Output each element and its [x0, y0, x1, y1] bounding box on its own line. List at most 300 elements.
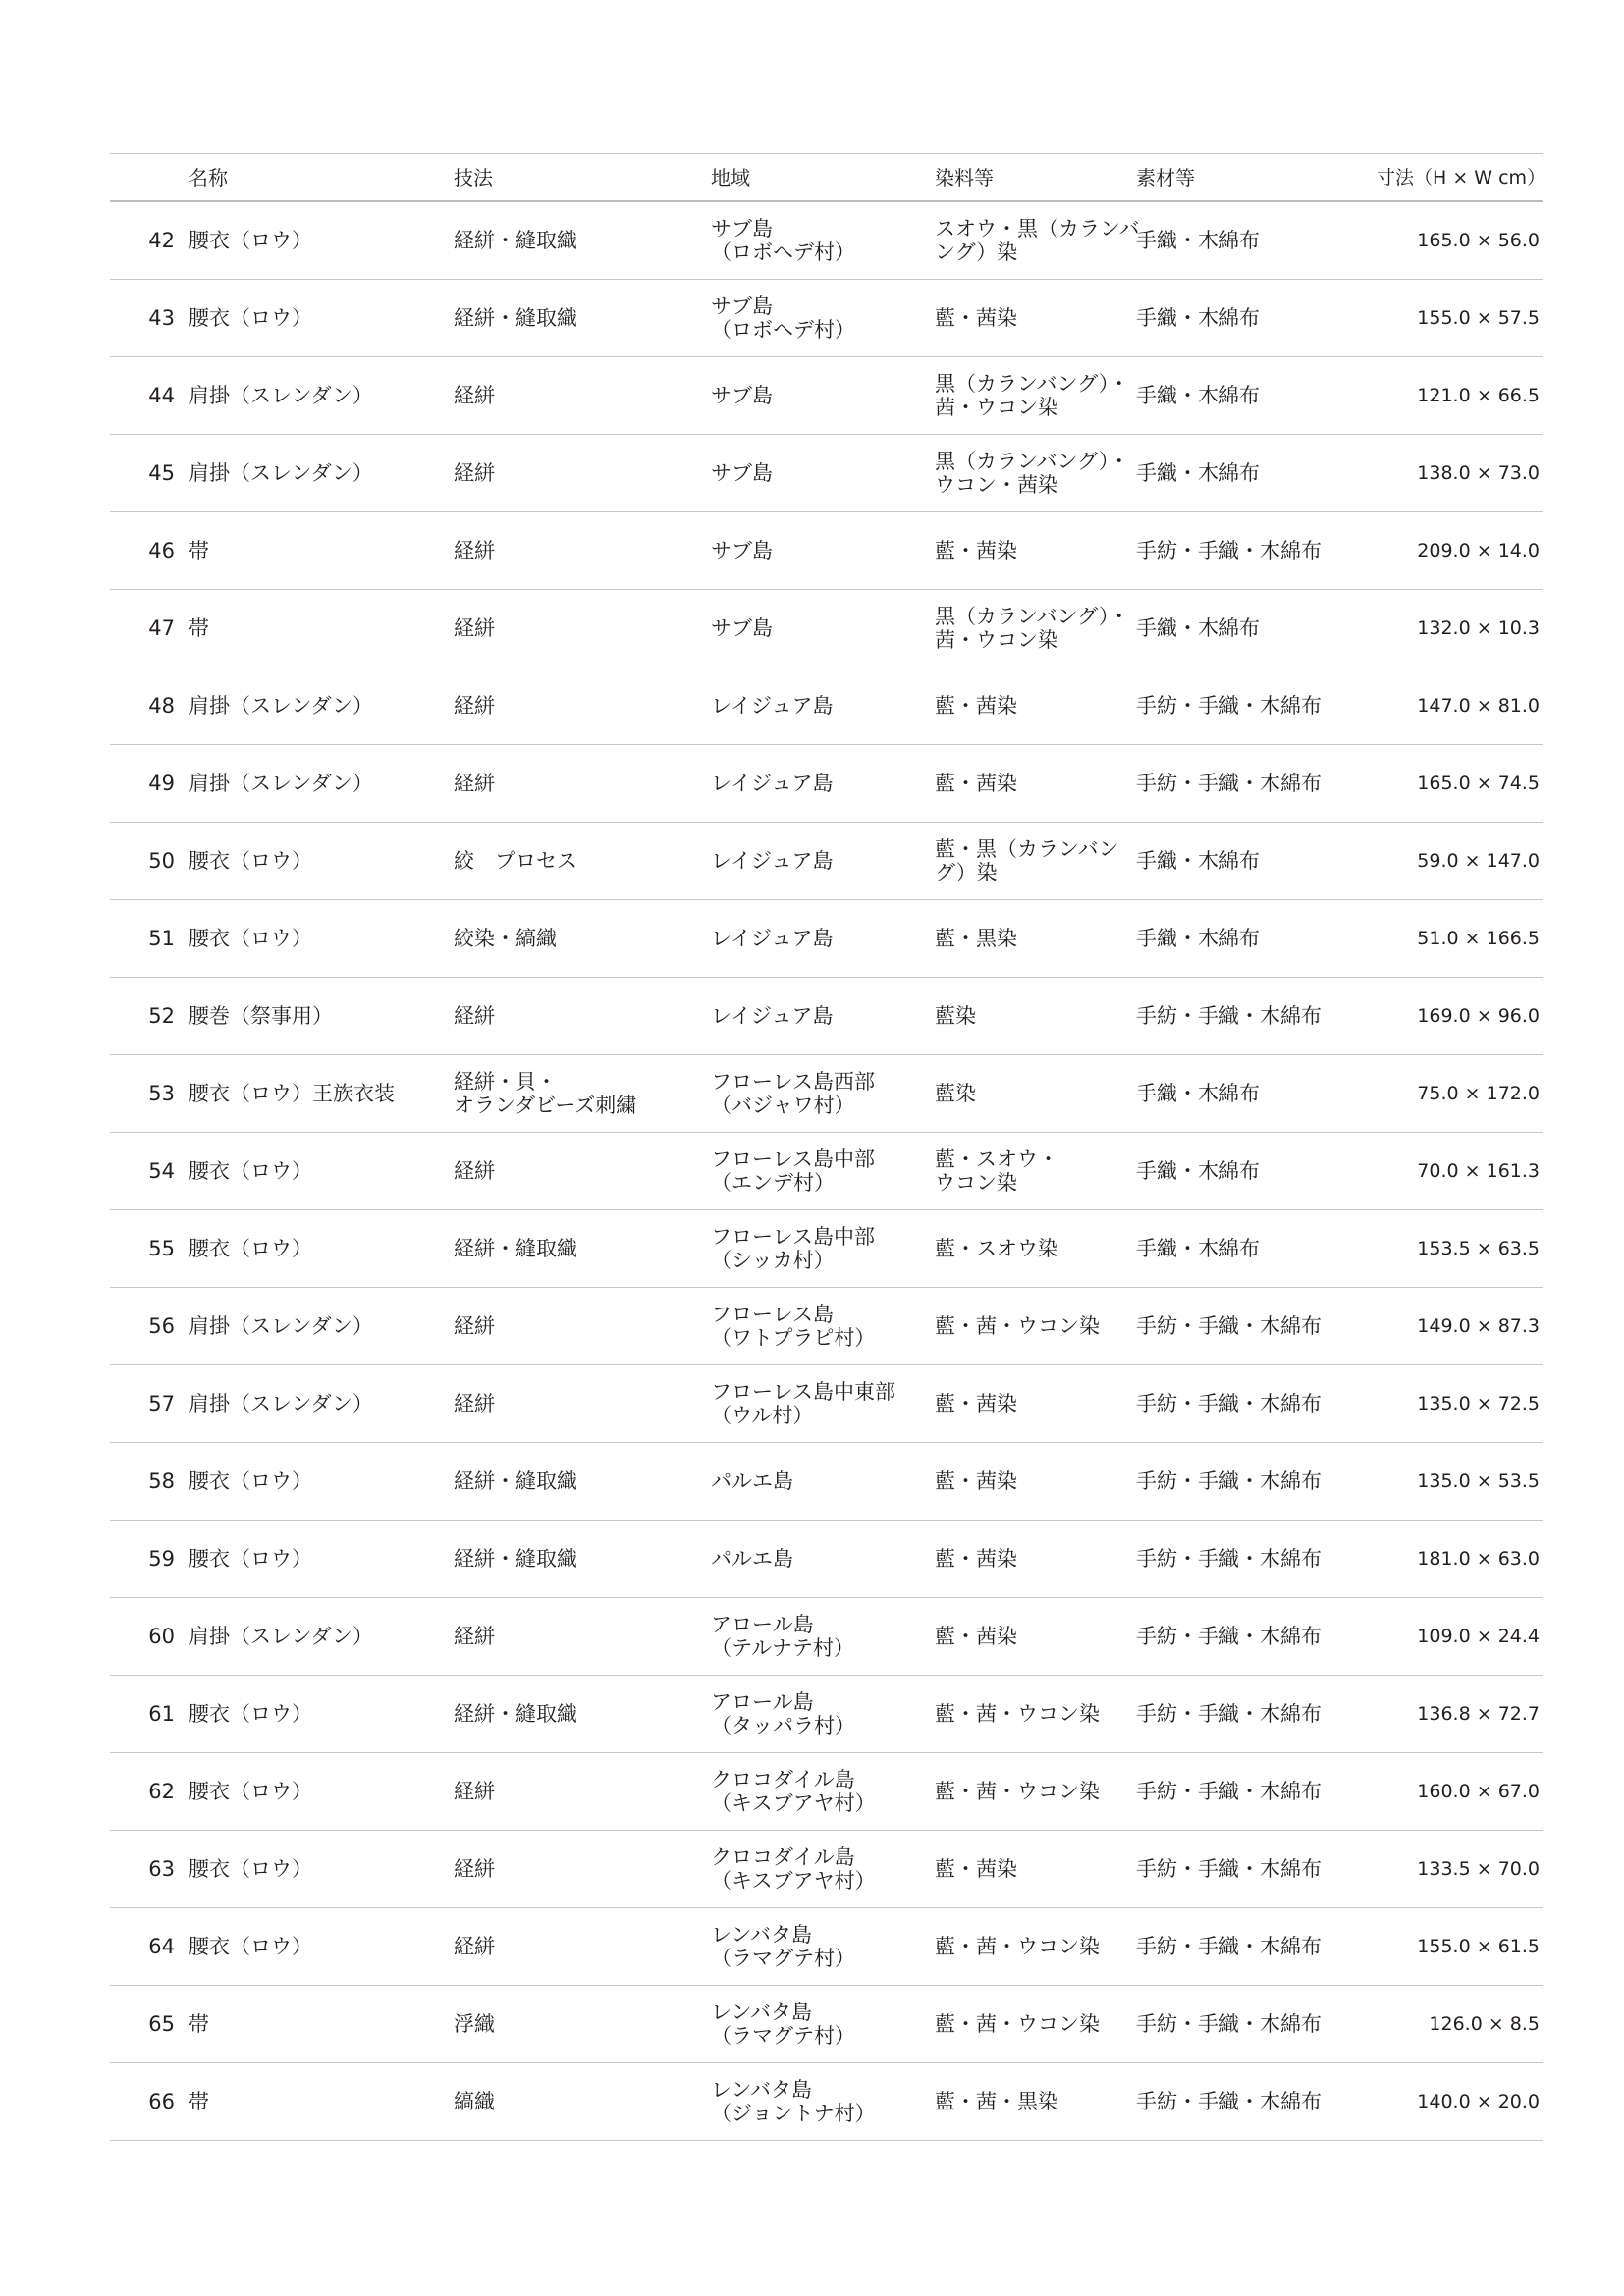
header-name-label: 名称 — [189, 165, 228, 189]
item-region — [711, 1004, 935, 1028]
item-dye-line: 藍・茜・ウコン染 — [935, 1935, 1100, 1958]
item-size: 181.0 × 63.0 — [1417, 1548, 1540, 1570]
item-size: 126.0 × 8.5 — [1429, 2013, 1540, 2035]
item-size: 75.0 × 172.0 — [1417, 1083, 1540, 1104]
item-name-text: 帯 — [189, 2012, 209, 2036]
item-region — [711, 1613, 935, 1660]
item-dye-line: 藍・茜・黒染 — [935, 2090, 1058, 2113]
item-name — [177, 1702, 454, 1726]
table-body — [110, 202, 1543, 2141]
item-region-line: パルエ島 — [711, 1469, 793, 1493]
item-material: 手織・木綿布 — [1136, 1159, 1260, 1183]
item-technique-line: 経絣・縫取織 — [454, 1702, 577, 1726]
item-region-line: パルエ島 — [711, 1547, 793, 1571]
table-row — [110, 978, 1543, 1055]
item-technique-line: 経絣 — [454, 772, 495, 795]
item-dye-line: 藍・茜染 — [935, 1547, 1017, 1571]
item-dye — [935, 1237, 1136, 1260]
item-technique — [454, 927, 711, 950]
item-material: 手紡・手織・木綿布 — [1136, 1392, 1322, 1415]
item-technique — [454, 616, 711, 640]
item-technique — [454, 1004, 711, 1028]
item-region — [711, 1225, 935, 1272]
item-material: 手織・木綿布 — [1136, 1237, 1260, 1260]
item-size: 155.0 × 57.5 — [1417, 307, 1540, 329]
item-number: 56 — [148, 1314, 175, 1338]
item-technique — [454, 539, 711, 562]
item-dye-line: 藍・茜・ウコン染 — [935, 2012, 1100, 2036]
item-dye — [935, 1625, 1136, 1648]
item-region-line: アロール島 — [711, 1613, 814, 1636]
item-technique — [454, 849, 711, 873]
item-dye — [935, 1935, 1136, 1958]
item-name-text: 腰衣（ロウ） — [189, 1159, 312, 1183]
item-technique-line: 経絣・貝・ — [454, 1070, 557, 1094]
item-number: 59 — [148, 1547, 175, 1571]
item-name-text: 腰衣（ロウ） — [189, 306, 312, 330]
item-size: 133.5 × 70.0 — [1417, 1858, 1540, 1880]
item-name-text: 腰衣（ロウ） — [189, 1935, 312, 1958]
item-region-line: （ワトプラピ村） — [711, 1326, 876, 1350]
item-size: 147.0 × 81.0 — [1417, 695, 1540, 717]
item-material: 手織・木綿布 — [1136, 229, 1260, 252]
item-region-line: （キスブアヤ村） — [711, 1791, 876, 1815]
item-technique-line: 経絣 — [454, 384, 495, 407]
item-dye — [935, 1004, 1136, 1028]
item-name — [177, 1237, 454, 1260]
item-number: 52 — [148, 1004, 175, 1028]
item-dye-line: 黒（カランバング）・ — [935, 605, 1130, 628]
item-technique — [454, 229, 711, 252]
item-name — [177, 1469, 454, 1493]
item-name — [177, 694, 454, 718]
item-number: 42 — [148, 229, 175, 252]
item-region-line: （シッカ村） — [711, 1249, 835, 1272]
item-region-line: レイジュア島 — [711, 1004, 834, 1028]
item-dye — [935, 837, 1136, 884]
item-dye — [935, 372, 1136, 419]
header-size: 寸法（H × W cm） — [1377, 166, 1546, 188]
item-region — [711, 1690, 935, 1737]
item-dye — [935, 927, 1136, 950]
table-row — [110, 1210, 1543, 1288]
item-material: 手織・木綿布 — [1136, 849, 1260, 873]
item-size: 132.0 × 10.3 — [1417, 617, 1540, 639]
item-region — [711, 849, 935, 873]
item-technique — [454, 1469, 711, 1493]
item-technique — [454, 1780, 711, 1803]
item-name — [177, 1857, 454, 1881]
table-row — [110, 1986, 1543, 2063]
item-size: 149.0 × 87.3 — [1417, 1315, 1540, 1337]
header-technique: 技法 — [454, 165, 493, 189]
item-technique-line: 経絣・縫取織 — [454, 306, 577, 330]
item-region-line: レイジュア島 — [711, 927, 834, 950]
item-dye — [935, 1547, 1136, 1571]
item-technique-line: 経絣・縫取織 — [454, 1469, 577, 1493]
table-row — [110, 1598, 1543, 1676]
item-dye-line: 藍染 — [935, 1082, 976, 1105]
item-size: 135.0 × 53.5 — [1417, 1470, 1540, 1492]
item-name — [177, 2012, 454, 2036]
item-name-text: 腰衣（ロウ） — [189, 1547, 312, 1571]
item-region — [711, 461, 935, 485]
table-row — [110, 357, 1543, 435]
item-name — [177, 616, 454, 640]
item-size: 70.0 × 161.3 — [1417, 1160, 1540, 1182]
item-region-line: レンバタ島 — [711, 2001, 813, 2024]
item-size: 136.8 × 72.7 — [1417, 1703, 1540, 1725]
item-size: 138.0 × 73.0 — [1417, 462, 1540, 484]
item-technique — [454, 1237, 711, 1260]
table-row — [110, 745, 1543, 823]
item-region-line: フローレス島西部 — [711, 1070, 875, 1094]
item-technique — [454, 1547, 711, 1571]
item-name-text: 帯 — [189, 616, 209, 640]
item-dye-line: 藍・茜・ウコン染 — [935, 1702, 1100, 1726]
item-region-line: クロコダイル島 — [711, 1768, 855, 1791]
item-region — [711, 772, 935, 795]
item-dye-line: 藍・茜・ウコン染 — [935, 1314, 1100, 1338]
item-region — [711, 1148, 935, 1195]
item-name-text: 腰衣（ロウ）王族衣装 — [189, 1082, 395, 1105]
item-material: 手紡・手織・木綿布 — [1136, 1547, 1322, 1571]
item-region-line: フローレス島中東部 — [711, 1380, 895, 1404]
item-region — [711, 1469, 935, 1493]
item-technique-line: 縞織 — [454, 2090, 495, 2113]
item-material: 手織・木綿布 — [1136, 1082, 1260, 1105]
item-material: 手紡・手織・木綿布 — [1136, 772, 1322, 795]
item-dye — [935, 1314, 1136, 1338]
item-region-line: サブ島 — [711, 217, 773, 240]
item-size: 169.0 × 96.0 — [1417, 1005, 1540, 1027]
item-region — [711, 1845, 935, 1893]
item-dye — [935, 539, 1136, 562]
item-number: 50 — [148, 849, 175, 873]
item-dye — [935, 1392, 1136, 1415]
item-region-line: （ロボヘデ村） — [711, 318, 855, 342]
item-size: 51.0 × 166.5 — [1417, 928, 1540, 949]
item-technique-line: 経絣・縫取織 — [454, 229, 577, 252]
item-region — [711, 217, 935, 264]
item-region — [711, 1303, 935, 1350]
item-dye-line: 藍・茜・ウコン染 — [935, 1780, 1100, 1803]
item-name — [177, 1159, 454, 1183]
item-dye — [935, 1780, 1136, 1803]
item-region-line: （ラマグテ村） — [711, 2024, 855, 2048]
table-row — [110, 1676, 1543, 1753]
item-name-text: 肩掛（スレンダン） — [189, 694, 373, 718]
item-region-line: レイジュア島 — [711, 849, 834, 873]
item-technique-line: 浮織 — [454, 2012, 495, 2036]
item-material: 手紡・手織・木綿布 — [1136, 1857, 1322, 1881]
item-name — [177, 1780, 454, 1803]
item-name-text: 肩掛（スレンダン） — [189, 772, 373, 795]
item-dye-line: 藍・スオウ・ — [935, 1148, 1058, 1171]
item-material: 手紡・手織・木綿布 — [1136, 1004, 1322, 1028]
item-name-text: 帯 — [189, 2090, 209, 2113]
item-region-line: （ラマグテ村） — [711, 1947, 855, 1970]
item-technique — [454, 694, 711, 718]
item-name-text: 腰衣（ロウ） — [189, 1857, 312, 1881]
item-name-text: 肩掛（スレンダン） — [189, 1625, 373, 1648]
item-region-line: （テルナテ村） — [711, 1636, 854, 1660]
item-dye — [935, 306, 1136, 330]
item-dye-line: ウコン染 — [935, 1171, 1017, 1195]
item-region-line: （エンデ村） — [711, 1171, 835, 1195]
item-technique — [454, 1935, 711, 1958]
item-technique — [454, 1625, 711, 1648]
header-name — [177, 166, 454, 189]
item-dye — [935, 1082, 1136, 1105]
item-size: 165.0 × 74.5 — [1417, 773, 1540, 794]
item-size: 109.0 × 24.4 — [1417, 1626, 1540, 1647]
item-number: 43 — [148, 306, 175, 330]
table-row — [110, 280, 1543, 357]
item-region-line: サブ島 — [711, 461, 773, 485]
item-region-line: クロコダイル島 — [711, 1845, 855, 1869]
item-technique-line: 絞 プロセス — [454, 849, 577, 873]
item-region-line: （ウル村） — [711, 1404, 814, 1427]
item-number: 53 — [148, 1082, 175, 1105]
item-name-text: 肩掛（スレンダン） — [189, 1392, 373, 1415]
item-name-text: 肩掛（スレンダン） — [189, 461, 373, 485]
item-dye-line: 茜・ウコン染 — [935, 396, 1058, 419]
item-technique-line: 経絣 — [454, 1935, 495, 1958]
item-region-line: サブ島 — [711, 616, 773, 640]
item-number: 57 — [148, 1392, 175, 1415]
item-technique — [454, 384, 711, 407]
item-region-line: レンバタ島 — [711, 2078, 813, 2102]
item-name-text: 腰衣（ロウ） — [189, 1237, 312, 1260]
item-dye — [935, 1148, 1136, 1195]
item-name-text: 肩掛（スレンダン） — [189, 384, 373, 407]
item-region-line: （ロボヘデ村） — [711, 240, 855, 264]
item-technique-line: 経絣 — [454, 1314, 495, 1338]
table-row — [110, 1133, 1543, 1210]
item-number: 44 — [148, 384, 175, 407]
item-number: 45 — [148, 461, 175, 485]
item-dye — [935, 1702, 1136, 1726]
item-number: 58 — [148, 1469, 175, 1493]
item-number: 46 — [148, 539, 175, 562]
item-size: 165.0 × 56.0 — [1417, 230, 1540, 251]
item-material: 手紡・手織・木綿布 — [1136, 1625, 1322, 1648]
item-technique-line: 経絣 — [454, 1004, 495, 1028]
item-name — [177, 772, 454, 795]
item-dye-line: 藍・黒（カランバン — [935, 837, 1119, 861]
item-material: 手織・木綿布 — [1136, 927, 1260, 950]
item-number: 66 — [148, 2090, 175, 2113]
item-dye — [935, 1469, 1136, 1493]
item-name-text: 腰衣（ロウ） — [189, 1780, 312, 1803]
item-dye-line: 藍・茜染 — [935, 539, 1017, 562]
item-technique — [454, 1702, 711, 1726]
item-technique-line: 絞染・縞織 — [454, 927, 557, 950]
item-number: 49 — [148, 772, 175, 795]
item-number: 60 — [148, 1625, 175, 1648]
item-dye-line: 藍・茜染 — [935, 1469, 1017, 1493]
item-region — [711, 2078, 935, 2125]
item-region — [711, 1070, 935, 1117]
item-material: 手紡・手織・木綿布 — [1136, 1314, 1322, 1338]
item-dye — [935, 2090, 1136, 2113]
item-region-line: アロール島 — [711, 1690, 814, 1714]
item-name — [177, 306, 454, 330]
item-dye-line: ング）染 — [935, 240, 1018, 264]
item-number: 65 — [148, 2012, 175, 2036]
item-name-text: 帯 — [189, 539, 209, 562]
item-region-line: サブ島 — [711, 294, 773, 318]
item-name-text: 肩掛（スレンダン） — [189, 1314, 373, 1338]
item-name — [177, 461, 454, 485]
item-technique-line: 経絣 — [454, 694, 495, 718]
item-material: 手織・木綿布 — [1136, 306, 1260, 330]
table-row — [110, 1908, 1543, 1986]
item-material: 手織・木綿布 — [1136, 384, 1260, 407]
item-region-line: サブ島 — [711, 384, 773, 407]
item-material: 手紡・手織・木綿布 — [1136, 694, 1322, 718]
item-dye-line: グ）染 — [935, 861, 998, 884]
table-row — [110, 590, 1543, 667]
item-dye-line: 藍・茜染 — [935, 1392, 1017, 1415]
table-row — [110, 1831, 1543, 1908]
item-technique — [454, 461, 711, 485]
item-technique — [454, 1857, 711, 1881]
item-size: 209.0 × 14.0 — [1417, 540, 1540, 561]
item-name-text: 腰衣（ロウ） — [189, 1469, 312, 1493]
item-size: 59.0 × 147.0 — [1417, 850, 1540, 872]
table-row — [110, 823, 1543, 900]
item-number: 61 — [148, 1702, 175, 1726]
item-technique-line: 経絣・縫取織 — [454, 1547, 577, 1571]
item-size: 135.0 × 72.5 — [1417, 1393, 1540, 1415]
table-row — [110, 435, 1543, 512]
item-name — [177, 1392, 454, 1415]
item-dye-line: 茜・ウコン染 — [935, 628, 1058, 652]
item-material: 手紡・手織・木綿布 — [1136, 1469, 1322, 1493]
table-row — [110, 1521, 1543, 1598]
item-name — [177, 1935, 454, 1958]
table-row — [110, 512, 1543, 590]
item-dye — [935, 1857, 1136, 1881]
item-technique — [454, 2012, 711, 2036]
item-technique-line: 経絣 — [454, 1392, 495, 1415]
item-name-text: 腰衣（ロウ） — [189, 1702, 312, 1726]
item-number: 63 — [148, 1857, 175, 1881]
table-header-row — [110, 153, 1546, 202]
item-size: 140.0 × 20.0 — [1417, 2091, 1540, 2112]
table-row — [110, 2063, 1543, 2141]
item-technique — [454, 772, 711, 795]
item-name-text: 腰巻（祭事用） — [189, 1004, 333, 1028]
item-technique — [454, 1314, 711, 1338]
item-number: 62 — [148, 1780, 175, 1803]
item-dye — [935, 450, 1136, 497]
item-name-text: 腰衣（ロウ） — [189, 229, 312, 252]
item-dye-line: 藍染 — [935, 1004, 976, 1028]
item-dye — [935, 217, 1140, 264]
item-name — [177, 1004, 454, 1028]
item-region-line: （ジョントナ村） — [711, 2102, 876, 2125]
item-region-line: （タッパラ村） — [711, 1714, 855, 1737]
item-dye-line: 藍・黒染 — [935, 927, 1017, 950]
item-name — [177, 1625, 454, 1648]
item-name — [177, 849, 454, 873]
table-row — [110, 1288, 1543, 1365]
item-dye-line: 藍・茜染 — [935, 1857, 1017, 1881]
item-material: 手紡・手織・木綿布 — [1136, 539, 1322, 562]
item-region-line: レイジュア島 — [711, 772, 834, 795]
item-region-line: （キスブアヤ村） — [711, 1869, 876, 1893]
item-region-line: （バジャワ村） — [711, 1094, 855, 1117]
item-technique-line: 経絣 — [454, 1625, 495, 1648]
item-material: 手織・木綿布 — [1136, 616, 1260, 640]
table-row — [110, 1443, 1543, 1521]
item-region — [711, 2001, 935, 2048]
item-dye — [935, 2012, 1136, 2036]
item-dye-line: 藍・茜染 — [935, 772, 1017, 795]
item-name — [177, 927, 454, 950]
item-name — [177, 1547, 454, 1571]
item-size: 155.0 × 61.5 — [1417, 1936, 1540, 1957]
item-dye-line: 黒（カランバング）・ — [935, 450, 1130, 473]
item-dye — [935, 605, 1136, 652]
item-region-line: フローレス島 — [711, 1303, 834, 1326]
table-row — [110, 202, 1543, 280]
item-number: 51 — [148, 927, 175, 950]
item-name — [177, 1314, 454, 1338]
item-name — [177, 384, 454, 407]
table-row — [110, 1055, 1543, 1133]
item-technique-line: 経絣・縫取織 — [454, 1237, 577, 1260]
item-material: 手紡・手織・木綿布 — [1136, 2090, 1322, 2113]
item-name — [177, 229, 454, 252]
item-region — [711, 616, 935, 640]
table-row — [110, 900, 1543, 978]
header-material: 素材等 — [1136, 165, 1195, 189]
item-size: 160.0 × 67.0 — [1417, 1781, 1540, 1802]
item-region — [711, 1380, 935, 1427]
textile-catalog-table — [110, 153, 1546, 2141]
item-dye-line: 藍・スオウ染 — [935, 1237, 1058, 1260]
item-region — [711, 1547, 935, 1571]
item-technique-line: オランダビーズ刺繍 — [454, 1094, 637, 1117]
item-dye — [935, 772, 1136, 795]
item-number: 64 — [148, 1935, 175, 1958]
item-dye-line: スオウ・黒（カランバ — [935, 217, 1140, 240]
item-region — [711, 384, 935, 407]
item-region — [711, 694, 935, 718]
item-region — [711, 1923, 935, 1970]
header-region: 地域 — [711, 165, 750, 189]
item-name — [177, 2090, 454, 2113]
item-technique — [454, 306, 711, 330]
item-name-text: 腰衣（ロウ） — [189, 849, 312, 873]
item-region — [711, 1768, 935, 1815]
item-dye-line: 藍・茜染 — [935, 306, 1017, 330]
item-name-text: 腰衣（ロウ） — [189, 927, 312, 950]
table-row — [110, 667, 1543, 745]
item-technique-line: 経絣 — [454, 461, 495, 485]
item-dye-line: 藍・茜染 — [935, 1625, 1017, 1648]
item-size: 121.0 × 66.5 — [1417, 385, 1540, 406]
item-dye-line: 黒（カランバング）・ — [935, 372, 1130, 396]
item-material: 手織・木綿布 — [1136, 461, 1260, 485]
item-material: 手紡・手織・木綿布 — [1136, 2012, 1322, 2036]
item-region-line: レンバタ島 — [711, 1923, 813, 1947]
item-technique-line: 経絣 — [454, 1780, 495, 1803]
